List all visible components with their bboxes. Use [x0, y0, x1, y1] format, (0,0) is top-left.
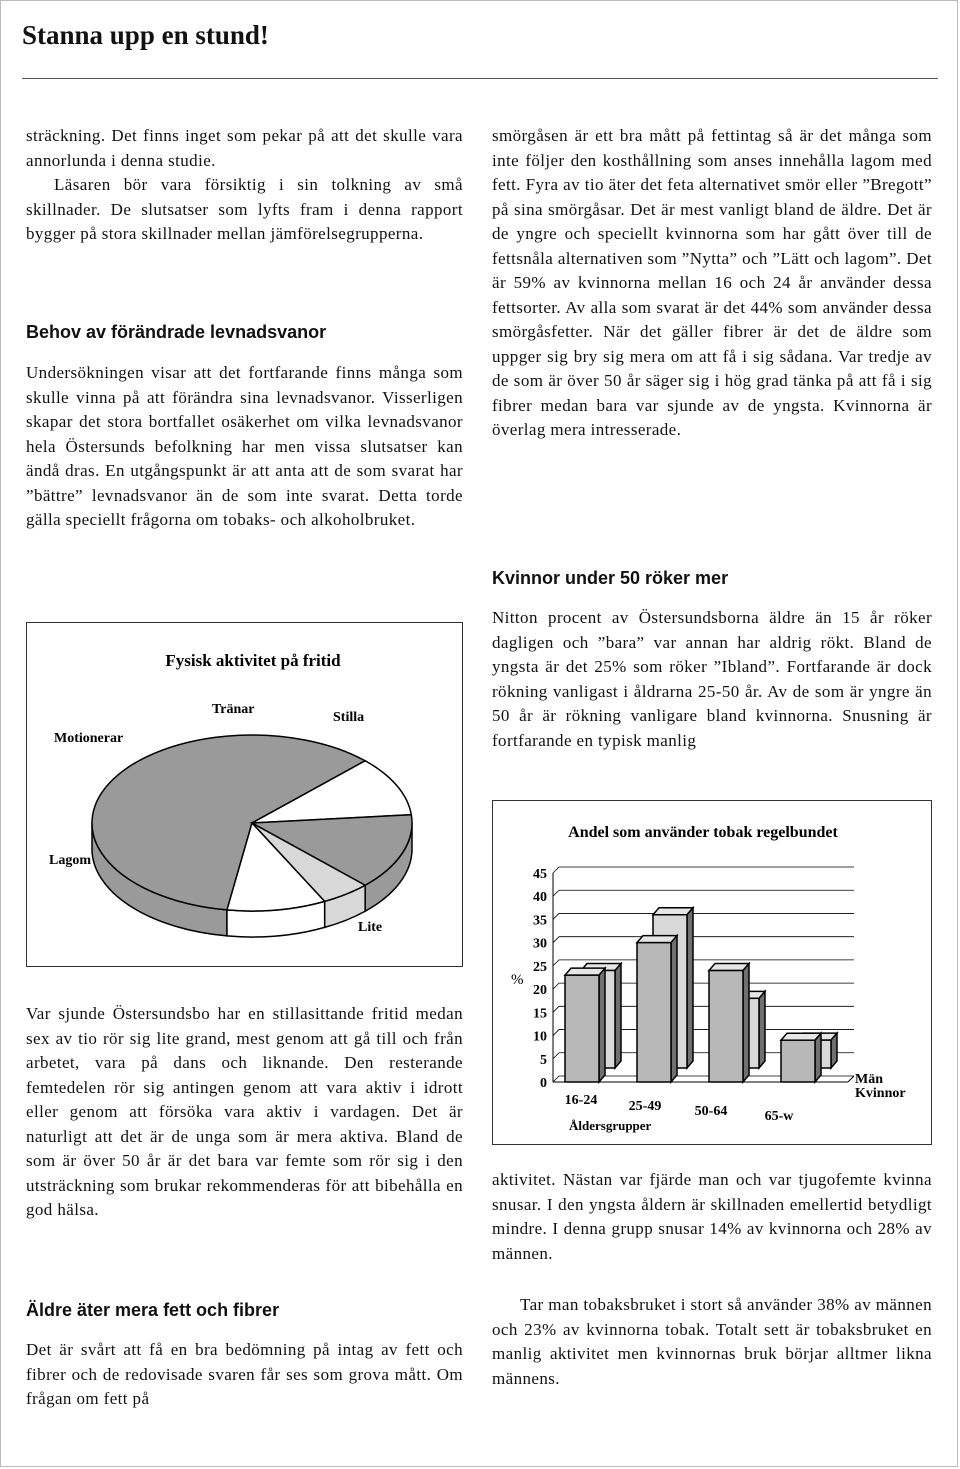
- bar-kvinnor-65-w-side: [831, 1033, 837, 1068]
- col1-para5: Det är svårt att få en bra bedömning på intag av fett och fibrer och de redovisade svaren får ses som grova mått. Om frågan om fett på: [26, 1340, 463, 1408]
- y-tick-label: 25: [533, 959, 547, 975]
- y-tick-label: 20: [533, 983, 547, 999]
- page-title: Stanna upp en stund!: [22, 20, 269, 50]
- y-tick-label: 35: [533, 913, 547, 929]
- bar-man-65-w-side: [815, 1033, 821, 1082]
- bar-kvinnor-25-49-side: [687, 908, 693, 1068]
- col1-top: [26, 124, 463, 247]
- y-tick-label: 15: [533, 1006, 547, 1022]
- pie-label-tranar: Tränar: [212, 702, 255, 717]
- bar-chart-box: [492, 800, 932, 1145]
- axis-corner: [848, 1076, 854, 1082]
- col2-para3: aktivitet. Nästan var fjärde man och var tjugofemte kvinna snusar. I den yngsta åldern är skillnaden emellertid betydligt mindre. I denna grupp snusar 14% av kvinnorna och 28% av männen.: [492, 1170, 932, 1263]
- pie-chart: [27, 623, 462, 966]
- legend-kvinnor: Kvinnor: [855, 1086, 906, 1101]
- pie-label-motionerar: Motionerar: [54, 731, 124, 746]
- col2-heading1: Kvinnor under 50 röker mer: [492, 568, 729, 588]
- bar-man-50-64-side: [743, 964, 749, 1082]
- grid-line-side: [553, 1030, 559, 1036]
- pie-label-stilla: Stilla: [333, 710, 365, 725]
- bar-chart: [493, 801, 931, 1144]
- pie-label-lite: Lite: [358, 920, 383, 935]
- grid-line-side: [553, 937, 559, 943]
- y-tick-label: 40: [533, 890, 547, 906]
- bar-kvinnor-16-24-side: [615, 963, 621, 1068]
- bar-man-25-49: [637, 943, 671, 1082]
- col1-para2: Läsaren bör vara försiktig i sin tolkning av små skillnader. De slutsatser som lyfts fram i denna rapport bygger på stora skillnader mellan jämförelsegrupperna.: [26, 175, 463, 243]
- grid-line-side: [553, 960, 559, 966]
- legend-man: Män: [855, 1072, 883, 1087]
- col1-heading2: Äldre äter mera fett och fibrer: [26, 1300, 280, 1320]
- grid-line-side: [553, 867, 559, 873]
- x-tick-label: 25-49: [628, 1099, 662, 1114]
- y-tick-label: 30: [533, 936, 547, 952]
- y-tick-label: 0: [540, 1076, 547, 1091]
- bar-man-16-24-side: [599, 968, 605, 1082]
- grid-line-side: [553, 1076, 559, 1082]
- grid-line-side: [553, 890, 559, 896]
- pie-chart-box: [26, 622, 463, 967]
- header-rule: [22, 78, 938, 79]
- bar-man-25-49-side: [671, 936, 677, 1082]
- col2-para2: Nitton procent av Östersundsborna äldre än 15 år röker dagligen och ”bara” var annan har aldrig rökt. Bland de yngsta är det 25% som röker ”Ibland”. Fortfarande är dock rökning vanligast i åldrarna 25-50 år. Av de som är yngre än 50 år är rökning vanligare bland kvinnorna. Snusning är fortfarande en typisk manlig: [492, 608, 932, 750]
- x-tick-label: 65-w: [764, 1109, 794, 1124]
- grid-line-side: [553, 1053, 559, 1059]
- col2-para4: Tar man tobaksbruket i stort så använder 38% av männen och 23% av kvinnorna tobak. Totalt sett är tobaksbruket en manlig aktivitet men kvinnornas bruk börjar alltmer likna männens.: [492, 1295, 932, 1388]
- y-tick-label: 45: [533, 867, 547, 882]
- x-tick-label: 16-24: [564, 1093, 598, 1108]
- bar-chart-title: Andel som använder tobak regelbundet: [568, 824, 838, 841]
- bar-chart-ylabel: %: [511, 972, 524, 988]
- bar-chart-xlabel: Åldersgrupper: [569, 1118, 652, 1133]
- col1-para3: Undersökningen visar att det fortfarande finns många som skulle vinna på att förändra sina levnadsvanor. Visserligen skapar det stora bortfallet osäkerhet om vilka levnadsvanor hela Östersunds befolkning har men vissa slutsatser kan ändå dras. En utgångspunkt är att anta att de som svarat har ”bättre” levnadsvanor än de som inte svarat. Detta torde gälla speciellt frågorna om tobaks- och alkoholbruket.: [26, 363, 463, 529]
- pie-chart-title: Fysisk aktivitet på fritid: [165, 651, 341, 670]
- y-tick-label: 5: [540, 1052, 547, 1068]
- x-tick-label: 50-64: [694, 1104, 728, 1119]
- col1-heading1: Behov av förändrade levnadsvanor: [26, 322, 327, 342]
- pie-label-lagom: Lagom: [49, 853, 91, 868]
- bar-man-65-w: [781, 1040, 815, 1082]
- col1-para1: sträckning. Det finns inget som pekar på att det skulle vara annorlunda i denna studie.: [26, 126, 463, 170]
- bar-man-16-24: [565, 975, 599, 1082]
- grid-line-side: [553, 1006, 559, 1012]
- col1-para4: Var sjunde Östersundsbo har en stillasittande fritid medan sex av tio rör sig lite grand, mest genom att gå till och från arbetet, vara på dans och liknande. Den resterande femtedelen rör sig antingen genom att vara aktiv i idrott eller genom att försöka vara aktiv i vardagen. Det är naturligt att det är de unga som är mera aktiva. Bland de som är över 50 år är det bara var femte som rör sig i den utsträckning som brukar rekommenderas för att bibehålla en god hälsa.: [26, 1004, 463, 1219]
- bar-kvinnor-50-64-side: [759, 991, 765, 1068]
- bar-man-50-64: [709, 971, 743, 1082]
- grid-line-side: [553, 913, 559, 919]
- col2-para1: smörgåsen är ett bra mått på fettintag så är det många som inte följer den kosthållning som anses innehålla lagom med fett. Fyra av tio äter det feta alternativet smör eller ”Bregott” på sina smörgåsar. Det är mest vanligt bland de äldre. Det är de yngre och speciellt kvinnorna som har gått över till de fettsnåla alternativen som ”Nytta” och ”Lätt och lagom”. Det är 59% av kvinnorna mellan 16 och 24 år använder dessa fettsorter. Av alla som svarat är det 44% som använder dessa smörgåsfetter. När det gäller fibrer är det de äldre som uppger sig bry sig mera om att få i sig sådana. Var tredje av de som är över 50 år säger sig i hög grad tänka på att få i sig fibrer medan bara var sjunde av de yngsta. Kvinnorna är överlag mera intresserade.: [492, 126, 932, 439]
- grid-line-side: [553, 983, 559, 989]
- y-tick-label: 10: [533, 1029, 547, 1045]
